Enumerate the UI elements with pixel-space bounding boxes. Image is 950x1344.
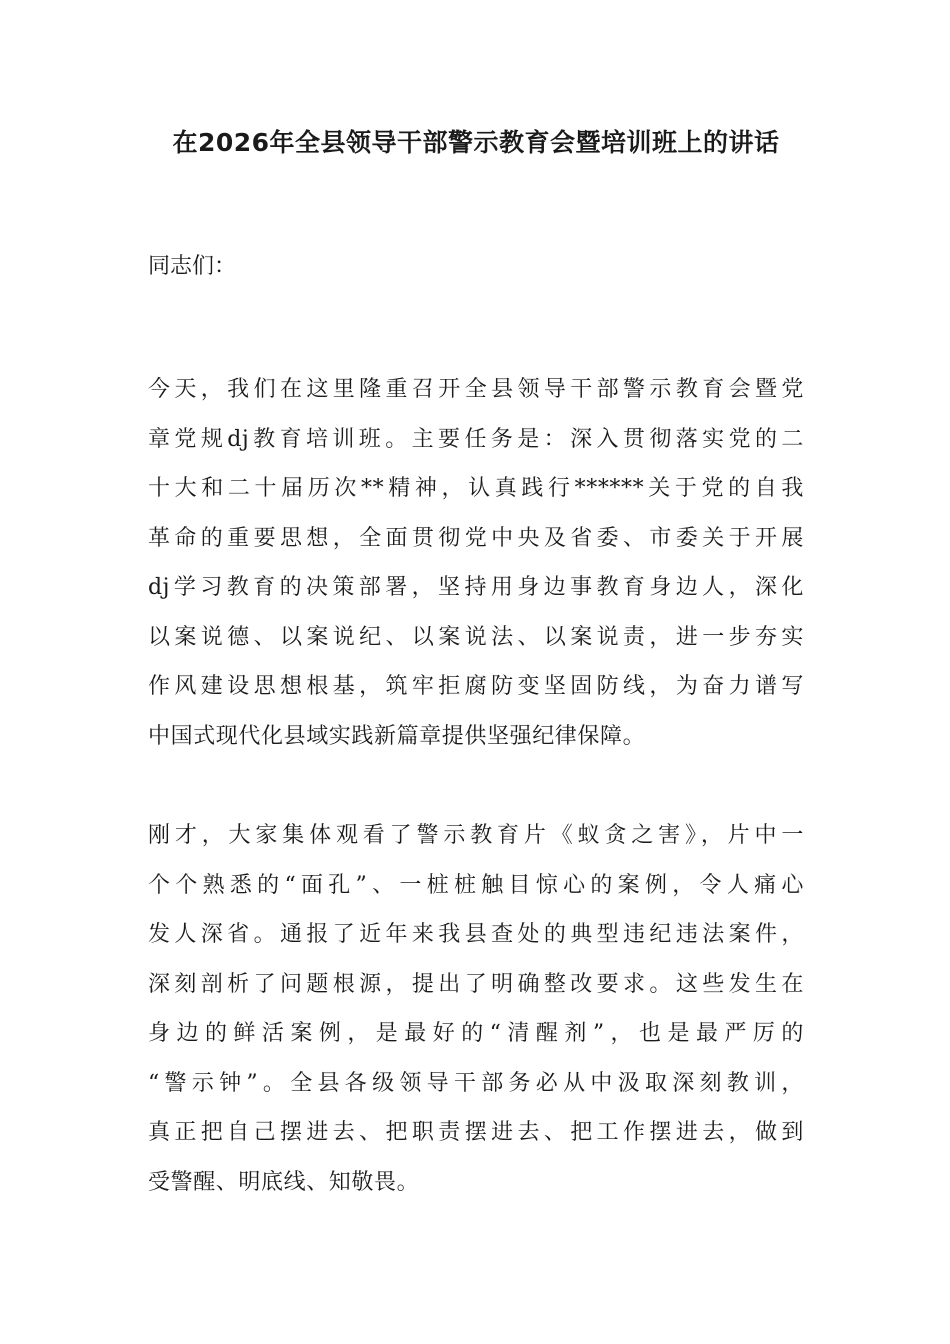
- paragraph-line: 今天，我们在这里隆重召开全县领导干部警示教育会暨党: [148, 377, 804, 402]
- paragraph-line: 作风建设思想根基，筑牢拒腐防变坚固防线，为奋力谱写: [148, 674, 804, 699]
- paragraph-line: 受警醒、明底线、知敬畏。: [148, 1169, 420, 1195]
- paragraph-line: 深刻剖析了问题根源，提出了明确整改要求。这些发生在: [148, 971, 804, 997]
- paragraph-line: 发人深省。通报了近年来我县查处的典型违纪违法案件，: [148, 922, 804, 947]
- paragraph-line: 以案说德、以案说纪、以案说法、以案说责，进一步夯实: [148, 624, 804, 650]
- paragraph-line: 刚才，大家集体观看了警示教育片《蚁贪之害》，片中一: [148, 823, 804, 848]
- paragraph-line: 身边的鲜活案例，是最好的“清醒剂”，也是最严厉的: [148, 1021, 804, 1046]
- document-title: 在2026年全县领导干部警示教育会暨培训班上的讲话: [172, 128, 780, 157]
- salutation: 同志们：: [148, 254, 237, 279]
- paragraph-line: 革命的重要思想，全面贯彻党中央及省委、市委关于开展: [148, 525, 804, 551]
- paragraph-2: [148, 811, 804, 1207]
- paragraph-line: 章党规dj教育培训班。主要任务是：深入贯彻落实党的二: [148, 426, 804, 452]
- paragraph-line: 真正把自己摆进去、把职责摆进去、把工作摆进去，做到: [148, 1120, 804, 1145]
- paragraph-line: 中国式现代化县域实践新篇章提供坚强纪律保障。: [148, 723, 646, 749]
- paragraph-1: [148, 365, 804, 761]
- paragraph-line: “警示钟”。全县各级领导干部务必从中汲取深刻教训，: [148, 1070, 804, 1096]
- paragraph-line: 十大和二十届历次**精神，认真践行******关于党的自我: [148, 476, 804, 501]
- paragraph-line: dj学习教育的决策部署，坚持用身边事教育身边人，深化: [148, 575, 804, 600]
- paragraph-line: 个个熟悉的“面孔”、一桩桩触目惊心的案例，令人痛心: [148, 872, 804, 898]
